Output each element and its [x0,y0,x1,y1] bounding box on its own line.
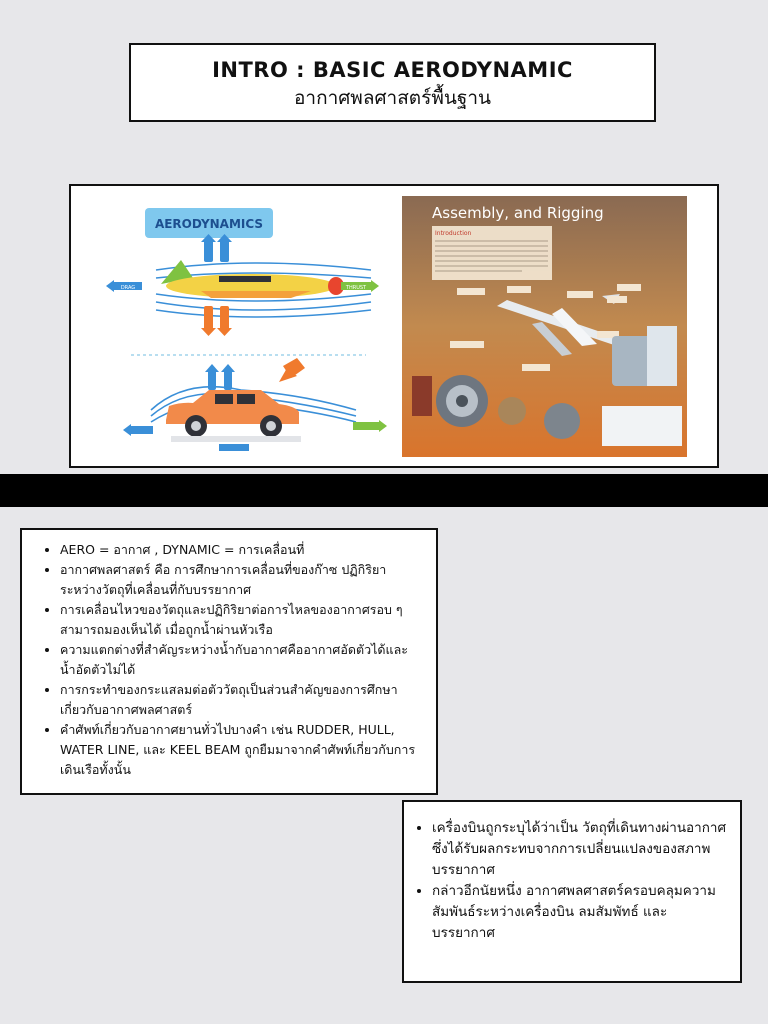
list-item: • เครื่องบินถูกระบุได้ว่าเป็น วัตถุที่เดินทางผ่านอากาศซึ่งได้รับผลกระทบจากการเปลี่ยนแปลงของสภาพบรรยากาศ [432,818,728,881]
list-item: • การกระทำของกระแสลมต่อตัววัตถุเป็นส่วนสำคัญของการศึกษาเกี่ยวกับอากาศพลศาสตร์ [60,680,422,720]
photo-heading: Assembly, and Rigging [432,204,604,222]
intro-label: Introduction [435,230,472,237]
car-drag-arrow [123,424,153,436]
list-item: • ความแตกต่างที่สำคัญระหว่างน้ำกับอากาศคืออากาศอัดตัวได้และน้ำอัดตัวไม่ได้ [60,640,422,680]
thrust-arrow [341,280,379,292]
page-title: INTRO : BASIC AERODYNAMIC [212,58,573,82]
bullets-box-definitions [20,528,438,795]
black-divider-bar [0,474,768,507]
list-item: • อากาศพลศาสตร์ คือ การศึกษาการเคลื่อนที่ของก๊าซ ปฏิกิริยาระหว่างวัตถุที่เคลื่อนที่กับบรรยากาศ [60,560,422,600]
image-panel [69,184,719,468]
aerodynamics-diagram [101,198,401,458]
lift-arrows [201,234,232,262]
list-item: • คำศัพท์เกี่ยวกับอากาศยานทั่วไปบางคำ เช่น RUDDER, HULL, WATER LINE, และ KEEL BEAM ถูกยืมมาจากคำศัพท์เกี่ยวกับการเดินเรือทั้งนั้น [60,720,422,780]
bullets-box-aircraft [402,800,742,983]
svg-text:THRUST: THRUST [345,285,367,291]
svg-text:DRAG: DRAG [120,285,136,291]
page-subtitle: อากาศพลศาสตร์พื้นฐาน [293,87,491,109]
downforce-arrow [279,358,305,382]
banner-text: AERODYNAMICS [154,217,264,231]
aircraft-list [414,818,728,944]
weight-arrows [201,306,232,336]
title-box [129,43,656,122]
list-item: • การเคลื่อนไหวของวัตถุและปฏิกิริยาต่อการไหลของอากาศรอบ ๆ สามารถมองเห็นได้ เมื่อถูกน้ำผ่านหัวเรือ [60,600,422,640]
drag-arrow [106,280,142,292]
car-lift-bottom [219,444,249,451]
list-item: • AERO = อากาศ , DYNAMIC = การเคลื่อนที่ [60,540,422,560]
car-lift-arrows [205,364,235,390]
car-thrust-arrow [353,420,387,432]
textbook-photo [402,196,687,457]
definitions-list [36,540,422,780]
list-item: • กล่าวอีกนัยหนึ่ง อากาศพลศาสตร์ครอบคลุมความสัมพันธ์ระหว่างเครื่องบิน ลมสัมพัทธ์ และบรรยากาศ [432,881,728,944]
